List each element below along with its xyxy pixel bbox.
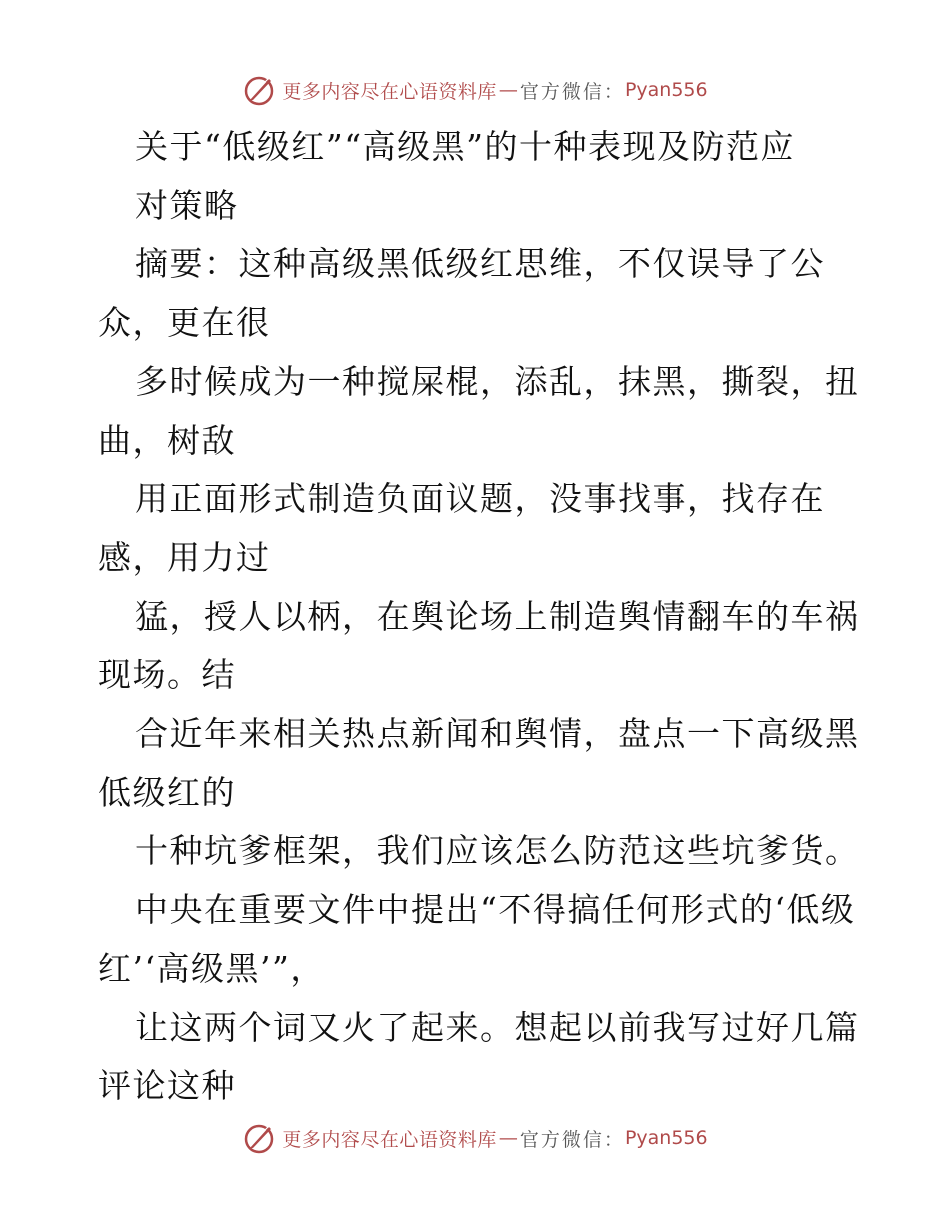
banner-dash: — xyxy=(498,79,518,101)
banner-wechat-label: 官方微信： xyxy=(519,80,625,103)
document-paragraph: 中央在重要文件中提出“不得搞任何形式的‘低级红’‘高级黑’”， xyxy=(98,890,856,988)
feather-pen-seal-icon xyxy=(242,73,276,107)
header-banner xyxy=(0,70,950,110)
document-paragraph: 让这两个词又火了起来。想起以前我写过好几篇评论这种 xyxy=(98,1007,860,1106)
document-paragraph: 合近年来相关热点新闻和舆情，盘点一下高级黑低级红的 xyxy=(98,714,860,812)
document-paragraph: 关于“低级红”“高级黑”的十种表现及防范应 xyxy=(135,127,795,166)
banner-wechat-handle: Pyan556 xyxy=(624,79,708,101)
banner-brand-text: 更多内容尽在心语资料库 xyxy=(282,1128,497,1151)
banner-wechat-handle: Pyan556 xyxy=(624,1127,708,1149)
feather-pen-seal-icon xyxy=(242,1121,276,1155)
document-paragraph: 用正面形式制造负面议题，没事找事，找存在感，用力过 xyxy=(98,479,825,577)
banner-brand-text: 更多内容尽在心语资料库 xyxy=(282,80,497,103)
document-paragraph: 摘要：这种高级黑低级红思维，不仅误导了公众，更在很 xyxy=(98,244,825,343)
document-body xyxy=(98,118,868,1116)
banner-wechat-label: 官方微信： xyxy=(519,1128,625,1151)
banner-dash: — xyxy=(498,1127,518,1149)
document-paragraph: 对策略 xyxy=(135,185,239,225)
document-paragraph: 十种坑爹框架，我们应该怎么防范这些坑爹货。 xyxy=(135,831,860,871)
footer-banner xyxy=(0,1118,950,1158)
document-paragraph: 多时候成为一种搅屎棍，添乱，抹黑，撕裂，扭曲，树敌 xyxy=(98,361,860,460)
document-paragraph: 猛，授人以柄，在舆论场上制造舆情翻车的车祸现场。结 xyxy=(98,596,860,695)
